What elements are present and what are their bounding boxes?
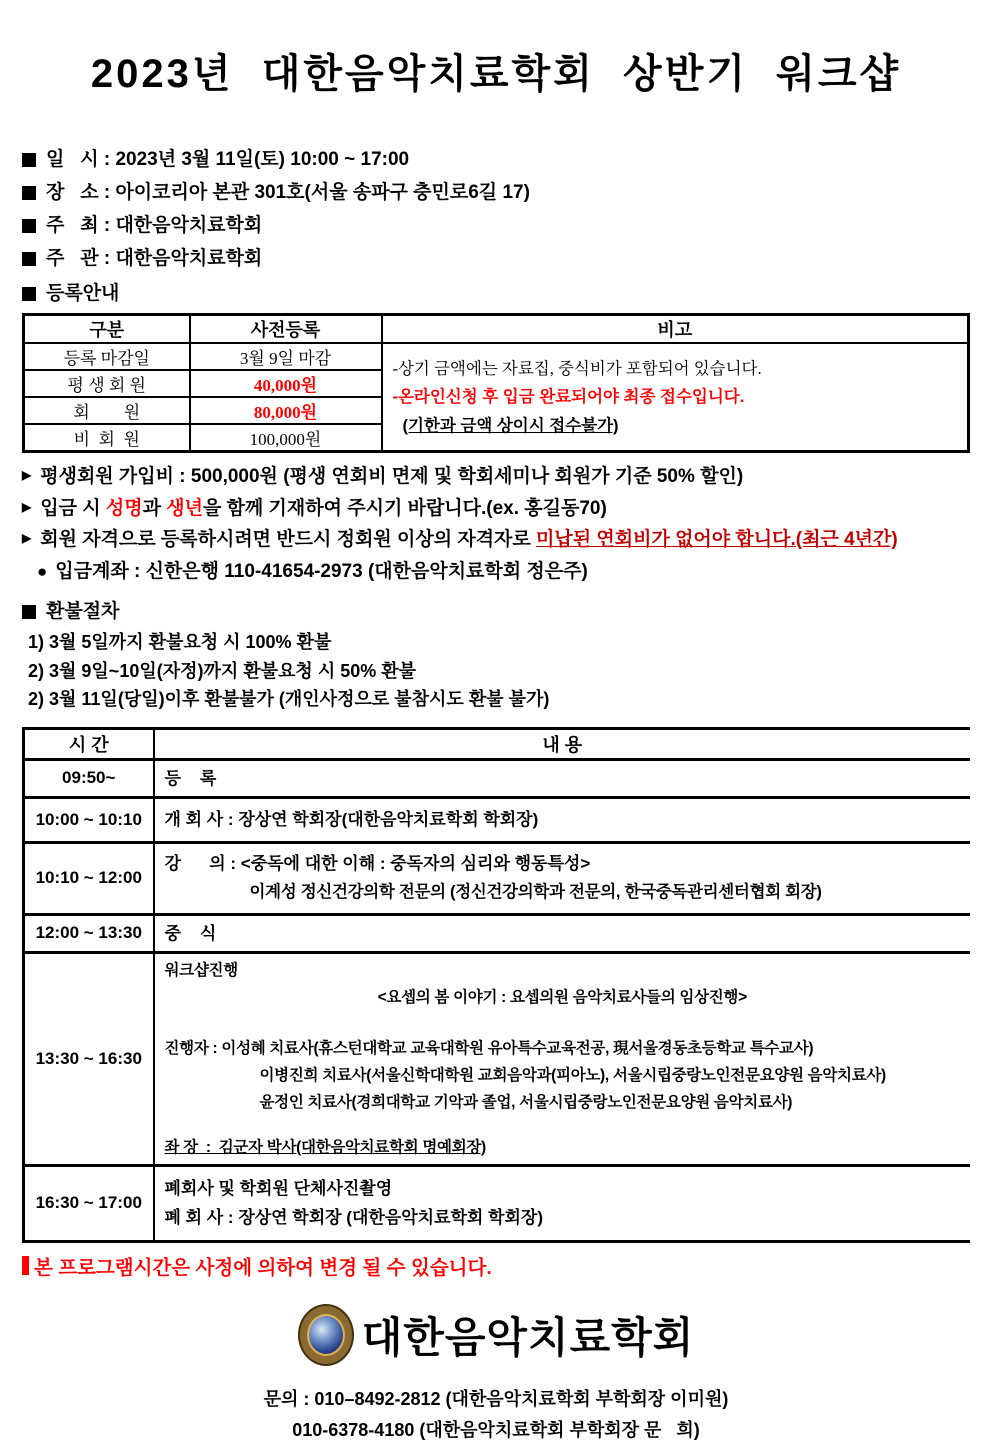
refund-item-1: 1) 3월 5일까지 환불요청 시 100% 환불 [28, 632, 332, 652]
fee-note-restriction: (기한과 금액 상이시 접수불가) [402, 416, 619, 435]
fee-row-nonmember-value: 100,000원 [190, 424, 382, 452]
info-host-value: 대한음악치료학회 [115, 215, 263, 236]
fee-row-member-value: 80,000원 [190, 397, 382, 424]
info-host-label: 주 최 [46, 215, 99, 236]
schedule-header-row [24, 728, 971, 759]
contact-section [22, 1384, 970, 1446]
info-place-label: 장 소 [46, 182, 99, 203]
square-bullet-icon [22, 252, 36, 266]
association-logo [22, 1304, 970, 1366]
fee-row-deadline-label: 등록 마감일 [24, 343, 190, 370]
event-info-list [22, 143, 970, 310]
schedule-header-time: 시 간 [24, 728, 154, 759]
schedule-header-content: 내 용 [154, 728, 971, 759]
info-date-label: 일 시 [46, 149, 99, 170]
fee-header-preregistration: 사전등록 [190, 315, 382, 344]
bullet-deposit-name: ▶ 입금 시 성명 과 생년 을 함께 기재하여 주시기 바랍니다.(ex. 홍길동70) [22, 493, 970, 525]
fee-row-lifetime-value: 40,000원 [190, 370, 382, 397]
highlight-name: 성명 [105, 497, 143, 519]
fee-row-member-label: 회 원 [24, 397, 190, 424]
table-row: 09:50~ 등 록 [24, 759, 971, 797]
fee-table-header-row [24, 315, 969, 344]
fee-header-remarks: 비고 [382, 315, 969, 344]
square-bullet-icon [22, 153, 36, 167]
registration-section-title: 등록안내 [22, 277, 970, 310]
info-organizer-value: 대한음악치료학회 [115, 248, 263, 269]
bullet-membership-requirement: ▶ 회원 자격으로 등록하시려면 반드시 정회원 이상의 자격자로 미납된 연회비가 없어야 합니다.(최근 4년간) [22, 524, 970, 556]
schedule-table [22, 727, 970, 1243]
table-row: 12:00 ~ 13:30 중 식 [24, 914, 971, 952]
refund-section-title: 환불절차 [22, 595, 970, 628]
circle-bullet-icon: ● [37, 561, 48, 581]
table-row: 16:30 ~ 17:00 폐회사 및 학회원 단체사진촬영 폐 회 사 : 장상연 학회장 (대한음악치료학회 학회장) [24, 1165, 971, 1241]
association-logo-text: 대한음악치료학회 [361, 1313, 695, 1361]
info-line-host: 주 최 : 대한음악치료학회 [22, 209, 970, 242]
info-date-value: 2023년 3월 11일(토) 10:00 ~ 17:00 [115, 149, 410, 170]
page-title: 2023년 대한음악치료학회 상반기 워크샵 [90, 52, 902, 96]
fee-table [22, 313, 970, 453]
contact-line-2: 010-6378-4180 (대한음악치료학회 부학회장 문 희) [292, 1419, 700, 1440]
fee-header-category: 구분 [24, 315, 190, 344]
contact-line-1: 문의 : 010–8492-2812 (대한음악치료학회 부학회장 이미원) [263, 1388, 729, 1409]
info-place-value: 아이코리아 본관 301호(서울 송파구 충민로6길 17) [115, 182, 530, 203]
square-bullet-icon [22, 287, 36, 301]
fee-row-deadline-value: 3월 9일 마감 [190, 343, 382, 370]
fee-row-lifetime-label: 평 생 회 원 [24, 370, 190, 397]
bank-account-line: ● 입금계좌 : 신한은행 110-41654-2973 (대한음악치료학회 정은주) [22, 556, 970, 588]
highlight-birthyear: 생년 [166, 497, 203, 519]
square-bullet-icon [22, 186, 36, 200]
table-row: 10:00 ~ 10:10 개 회 사 : 장상연 학회장(대한음악치료학회 학회장) [24, 797, 971, 842]
square-bullet-icon [22, 605, 36, 619]
info-line-organizer: 주 관 : 대한음악치료학회 [22, 242, 970, 275]
info-line-place: 장 소 : 아이코리아 본관 301호(서울 송파구 충민로6길 17) [22, 176, 970, 209]
refund-item-2: 2) 3월 9일~10일(자정)까지 환불요청 시 50% 환불 [28, 660, 417, 681]
fee-note-payment: -온라인신청 후 입금 완료되어야 최종 접수입니다. [392, 387, 745, 406]
table-row [24, 343, 969, 370]
document-page [0, 42, 992, 1446]
info-organizer-label: 주 관 [46, 248, 99, 269]
arrow-bullet-icon: ▶ [22, 499, 32, 514]
arrow-bullet-icon: ▶ [22, 468, 32, 482]
refund-item-3: 2) 3월 11일(당일)이후 환불불가 (개인사정으로 불참시도 환불 불가) [28, 689, 550, 709]
highlight-unpaid-dues: 미납된 연회비가 없어야 합니다.(최근 4년간) [536, 529, 898, 550]
fee-row-nonmember-label: 비 회 원 [24, 424, 190, 452]
table-row: 13:30 ~ 16:30 워크샵진행 <요셉의 봄 이야기 : 요셉의원 음악치료사들의 임상진행> 진행자 : 이성혜 치료사(휴스턴대학교 교육대학원 유아특수교육전공, 現서울경동초등학교 특수교사) 이병진희 치료사(서울신학대학원 교회음악과(피아노), 서울시립중랑노인전문요양원 음악치료사) 윤정인 치료사(경희대학교 기악과 졸업, 서울시립중랑노인전문요양원 음악치료사) 좌 장 : 김군자 박사(대한음악치료학회 명예회장) [24, 952, 971, 1165]
registration-bullets [22, 461, 970, 587]
info-line-date: 일 시 : 2023년 3월 11일(토) 10:00 ~ 17:00 [22, 143, 970, 176]
fee-note-included: -상기 금액에는 자료집, 중식비가 포함되어 있습니다. [392, 358, 762, 378]
bullet-lifetime-fee: ▶ 평생회원 가입비 : 500,000원 (평생 연회비 면제 및 학회세미나 회원가 기준 50% 할인) [22, 461, 970, 493]
table-row: 10:10 ~ 12:00 강 의 : <중독에 대한 이해 : 중독자의 심리와 행동특성> 이계성 정신건강의학 전문의 (정신건강의학과 전문의, 한국중독관리센터협회 회장) [24, 842, 971, 914]
program-change-notice: 본 프로그램시간은 사정에 의하여 변경 될 수 있습니다. [22, 1252, 970, 1280]
association-emblem-icon [298, 1304, 354, 1366]
arrow-bullet-icon: ▶ [22, 531, 32, 545]
square-bullet-icon [22, 219, 36, 233]
fee-remarks-cell [382, 343, 969, 452]
refund-section [22, 595, 970, 714]
red-bar-icon [22, 1256, 29, 1275]
